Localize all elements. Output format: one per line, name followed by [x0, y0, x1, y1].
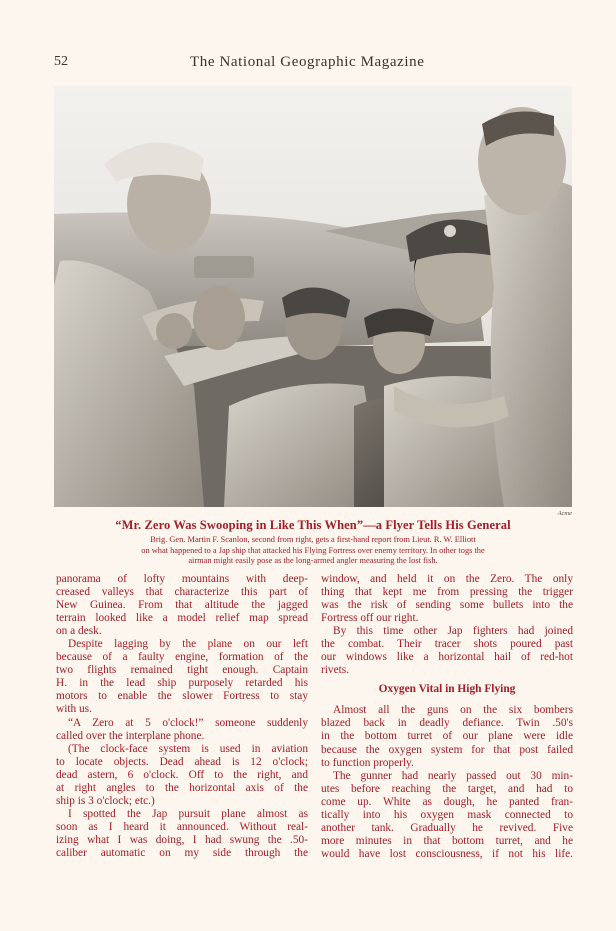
text-line: “A Zero at 5 o'clock!” someone suddenly [68, 716, 308, 729]
caption-body [54, 535, 572, 567]
text-line: utes before reaching the target, and had to [321, 782, 573, 795]
text-line: ship is 3 o'clock; etc.) [56, 794, 155, 807]
text-line: at right angles to the horizontal axis of the [56, 781, 308, 794]
text-line: the combat. Their tracer shots poured past [321, 638, 573, 651]
text-line: thing that kept me from pressing the trigger [321, 586, 573, 599]
text-line: with us. [56, 703, 92, 716]
text-line: on a desk. [56, 625, 102, 638]
text-line: I spotted the Jap pursuit plane almost as [68, 807, 308, 820]
text-line: soon as I heard it announced. Without real- [56, 820, 308, 833]
caption-line: airman might easily pose as the long-armed angler measuring the lost fish. [188, 556, 438, 565]
section-subheading: Oxygen Vital in High Flying [378, 683, 516, 696]
text-line: Almost all the guns on the six bombers [333, 704, 573, 717]
text-line: because of a faulty engine, formation of the [56, 651, 308, 664]
photograph-airmen [54, 86, 572, 507]
article-column-left [56, 573, 308, 860]
page-number: 52 [54, 54, 68, 69]
text-line: window, and held it on the Zero. The only [321, 573, 573, 585]
text-line: Despite lagging by the plane on our left [68, 638, 308, 651]
text-line: caliber automatic on my side through the [56, 846, 308, 859]
text-line: The gunner had nearly passed out 30 min- [333, 769, 573, 782]
text-line: to function properly. [321, 756, 414, 769]
text-line: creased valleys that characterize this part of [56, 586, 308, 599]
text-line: because the oxygen system for that post failed [321, 743, 573, 756]
text-line: terrain looked like a model relief map spread [56, 612, 308, 625]
caption-line: Brig. Gen. Martin F. Scanlon, second from right, gets a first-hand report from Lieut. R. W. Elliott [150, 535, 476, 544]
text-line: two flights remained tight enough. Captain [56, 664, 308, 677]
running-head [0, 54, 616, 74]
text-line: to locate objects. Dead ahead is 12 o'clock; [56, 755, 308, 768]
text-line: motors to enable the slower Fortress to stay [56, 690, 308, 703]
text-line: By this time other Jap fighters had joined [333, 625, 573, 638]
text-line: rivets. [321, 664, 350, 677]
text-line: called over the interplane phone. [56, 729, 205, 742]
text-line: tically into his oxygen mask connected to [321, 808, 573, 821]
text-line: would have lost consciousness, if not his life. [321, 847, 573, 860]
text-line: Fortress off our right. [321, 612, 419, 625]
caption-line: on what happened to a Jap ship that attacked his Flying Fortress over enemy territory. In other togs the [141, 545, 485, 555]
text-line: blazed back in deadly defiance. Twin .50's [321, 717, 573, 730]
magazine-title: The National Geographic Magazine [190, 54, 425, 70]
caption-title: “Mr. Zero Was Swooping in Like This When”—a Flyer Tells His General [115, 518, 511, 532]
text-line: was the risk of sending some bullets into the [321, 599, 573, 612]
text-line: in the bottom turret of our plane were idle [321, 730, 573, 743]
article-column-right [321, 573, 573, 861]
text-line: H. in the lead ship purposely retarded his [56, 677, 308, 690]
text-line: (The clock-face system is used in aviation [68, 742, 308, 755]
photo-credit: Acme [557, 510, 572, 517]
text-line: New Guinea. From that altitude the jagged [56, 599, 308, 612]
text-line: izing what I was doing, I had swung the .50- [56, 833, 308, 846]
photograph-illustration [54, 86, 572, 507]
text-line: our windows like a horizontal hail of red-hot [321, 651, 573, 664]
text-line: more minutes in that bottom turret, and he [321, 834, 573, 847]
text-line: come up. White as dough, he panted fran- [321, 795, 573, 808]
text-line: dead astern, 6 o'clock. Off to the right, and [56, 768, 308, 781]
text-line: panorama of lofty mountains with deep- [56, 573, 308, 585]
text-line: another tank. Gradually he revived. Five [321, 821, 573, 834]
